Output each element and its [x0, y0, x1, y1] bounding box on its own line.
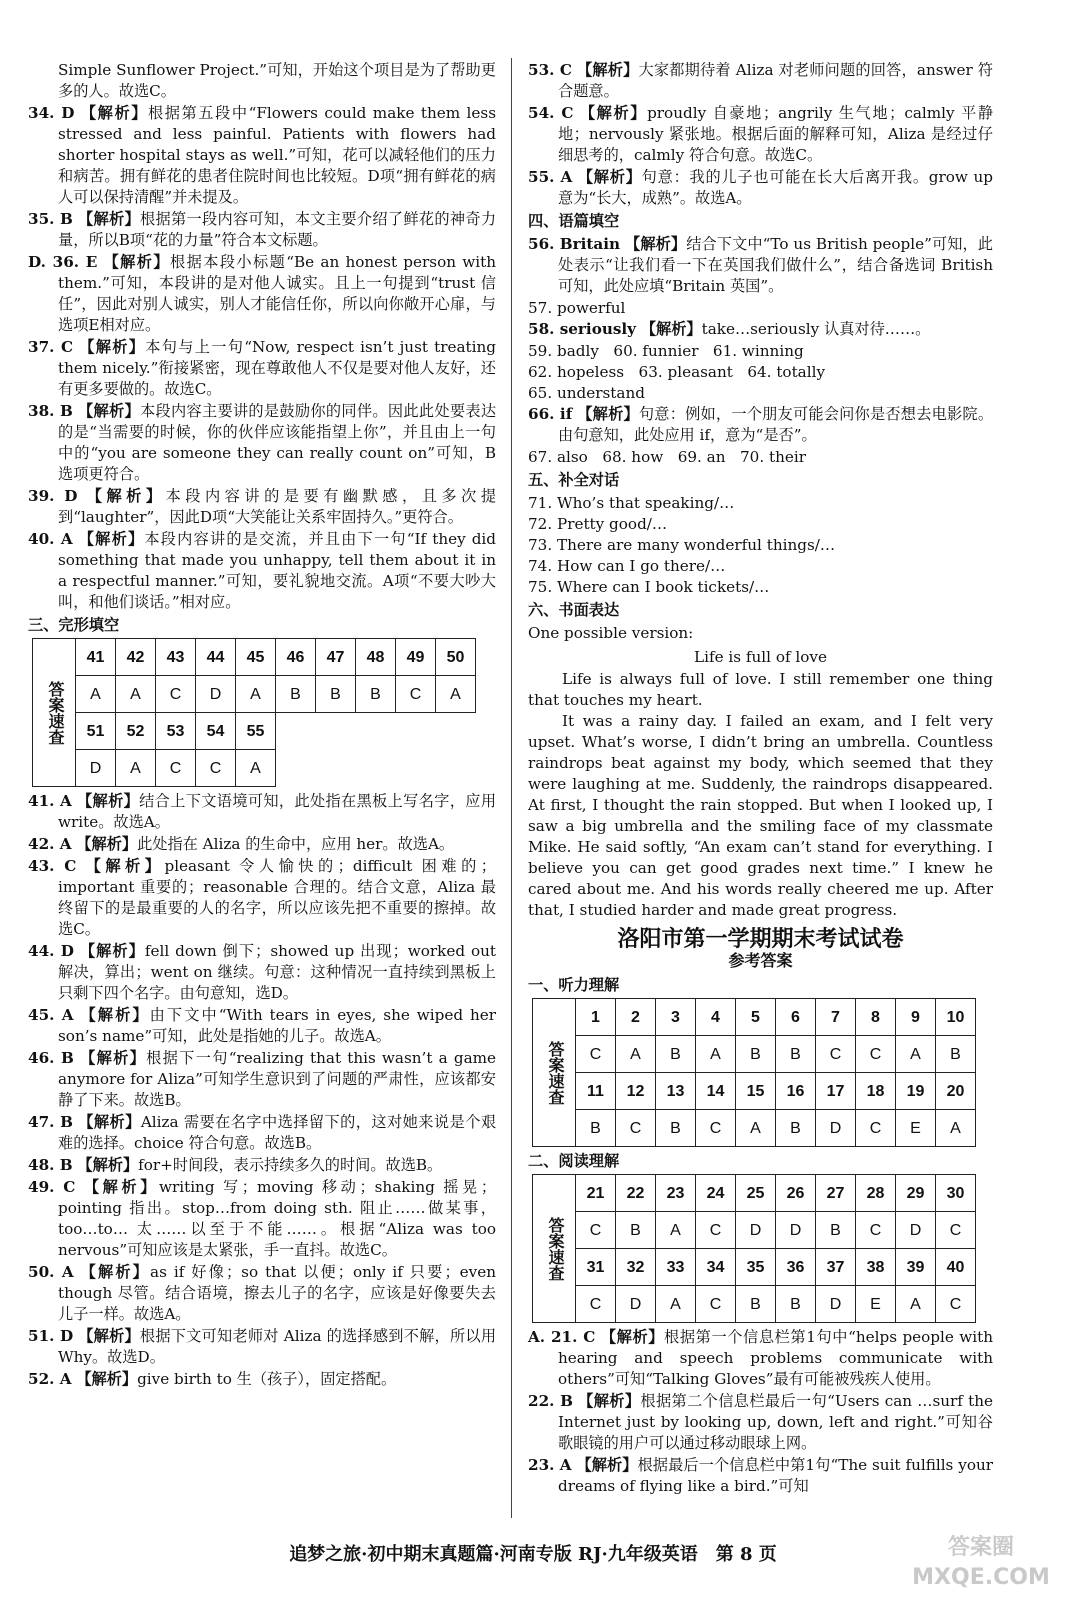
table-cell: 52 — [116, 713, 156, 750]
answer-number: 38. B — [28, 402, 73, 420]
table-cell: C — [396, 676, 436, 713]
answer-59-61: 59. badly 60. funnier 61. winning — [528, 342, 804, 360]
section-heading-passage-fill: 四、语篇填空 — [528, 212, 620, 230]
answer-50 — [28, 1262, 496, 1325]
table-cell: B — [616, 1212, 656, 1249]
answer-number: D. 36. E — [28, 253, 98, 271]
table-label: 答案速查 — [33, 639, 76, 787]
analysis-tag: 【解析】 — [77, 792, 140, 810]
table-cell: C — [936, 1286, 976, 1323]
table-cell: C — [576, 1286, 616, 1323]
analysis-text: for+时间段，表示持续多久的时间。故选B。 — [138, 1156, 443, 1174]
table-cell: D — [76, 750, 116, 787]
analysis-text: 根据第五段中“Flowers could make them less stressed and less painful. Patients with flowers had shorter hospital stays as well.”可知，花可以减轻他们的压力和病苦。拥有鲜花的患者住院时间也比较短。D项“拥有鲜花的病人可以保持清醒”并未提及。 — [58, 104, 496, 206]
table-cell: A — [116, 676, 156, 713]
analysis-tag: 【解析】 — [103, 253, 170, 271]
answer-43 — [28, 856, 496, 940]
answer-number: 41. A — [28, 792, 72, 810]
table-cell: E — [896, 1110, 936, 1147]
table-cell: D — [816, 1286, 856, 1323]
answer-number: 55. A — [528, 168, 573, 186]
essay-intro: One possible version: — [528, 624, 694, 642]
left-column — [28, 60, 496, 1391]
answer-table-cloze — [32, 638, 476, 787]
table-cell: 43 — [156, 639, 196, 676]
table-cell: D — [896, 1212, 936, 1249]
analysis-tag: 【解析】 — [76, 1370, 138, 1388]
analysis-text: Aliza 需要在名字中选择留下的，这对她来说是个艰难的选择。choice 符合句意。故选B。 — [58, 1113, 497, 1152]
table-cell: 35 — [736, 1249, 776, 1286]
table-cell: A — [696, 1036, 736, 1073]
table-cell: 23 — [656, 1175, 696, 1212]
table-cell: 32 — [616, 1249, 656, 1286]
answer-53 — [528, 60, 993, 102]
answer-number: A. 21. C — [528, 1328, 596, 1346]
table-cell: 55 — [236, 713, 276, 750]
answer-number: 39. D — [28, 487, 78, 505]
answer-a22 — [528, 1391, 993, 1454]
table-cell: 50 — [436, 639, 476, 676]
table-cell: B — [656, 1110, 696, 1147]
table-cell: 53 — [156, 713, 196, 750]
analysis-tag: 【解析】 — [79, 338, 146, 356]
table-label: 答案速查 — [533, 1175, 576, 1323]
answer-44 — [28, 941, 496, 1004]
answer-number: 66. if — [528, 405, 573, 423]
answer-number: 50. A — [28, 1263, 74, 1281]
analysis-text: proudly 自豪地；angrily 生气地；calmly 平静地；nervously 紧张地。根据后面的解释可知，Aliza 是经过仔细思考的，calmly 符合句意。故选C。 — [558, 104, 994, 164]
answer-62-64: 62. hopeless 63. pleasant 64. totally — [528, 363, 826, 381]
table-cell: 45 — [236, 639, 276, 676]
analysis-tag: 【解析】 — [80, 1006, 150, 1024]
table-cell: A — [236, 750, 276, 787]
analysis-tag: 【解析】 — [86, 487, 166, 505]
table-cell: C — [856, 1212, 896, 1249]
analysis-text: 根据下一句“realizing that this wasn’t a game anymore for Aliza”可知学生意识到了问题的严肃性，应该都安静了下来。故选B。 — [58, 1049, 497, 1109]
table-cell: 13 — [656, 1073, 696, 1110]
answer-number: 52. A — [28, 1370, 72, 1388]
table-cell: A — [896, 1036, 936, 1073]
analysis-tag: 【解析】 — [76, 835, 138, 853]
analysis-tag: 【解析】 — [85, 857, 165, 875]
table-cell: A — [656, 1212, 696, 1249]
table-cell: 38 — [856, 1249, 896, 1286]
answer-72: 72. Pretty good/… — [528, 515, 668, 533]
table-cell: 2 — [616, 999, 656, 1036]
analysis-tag: 【解析】 — [83, 1178, 159, 1196]
answer-47 — [28, 1112, 496, 1154]
answer-number: 34. D — [28, 104, 75, 122]
analysis-text: 根据下文可知老师对 Aliza 的选择感到不解，所以用 Why。故选D。 — [58, 1327, 497, 1366]
table-cell: A — [236, 676, 276, 713]
table-label: 答案速查 — [533, 999, 576, 1147]
section-heading-writing: 六、书面表达 — [528, 601, 620, 619]
answer-75: 75. Where can I book tickets/… — [528, 578, 770, 596]
watermark-logo — [906, 1524, 1056, 1594]
analysis-text: 本段内容主要讲的是鼓励你的同伴。因此此处要表达的是“当需要的时候，你的伙伴应该能指望上你”，并且由上一句中的“you are someone they can really count on”可知，B选项更符合。 — [58, 402, 497, 483]
table-cell: 48 — [356, 639, 396, 676]
table-cell: 49 — [396, 639, 436, 676]
answer-48 — [28, 1155, 496, 1176]
analysis-text: 本段内容讲的是要有幽默感，且多次提到“laughter”，因此D项“大笑能让关系牢固持久。”更符合。 — [58, 487, 496, 526]
analysis-text: 根据第二个信息栏最后一句“Users can …surf the Internet just by looking up, down, left and right.”可知谷歌眼镜的用户可以通过移动眼球上网。 — [558, 1392, 993, 1452]
table-cell: 41 — [76, 639, 116, 676]
table-cell: B — [936, 1036, 976, 1073]
analysis-text: 本段内容讲的是交流，并且由下一句“If they did something that made you unhappy, tell them about it in a respectful manner.”可知，要礼貌地交流。A项“不要大吵大叫，和他们谈话。”相对应。 — [58, 530, 497, 611]
answer-number: 44. D — [28, 942, 74, 960]
analysis-tag: 【解析】 — [78, 210, 140, 228]
table-cell: 11 — [576, 1073, 616, 1110]
answer-number: 56. Britain — [528, 235, 621, 253]
analysis-text: writing 写；moving 移动；shaking 摇晃；pointing 指出。stop…from doing sth. 阻止……做某事，too…to… 太……以至于不能……。根据“Aliza was too nervous”可知应该是太紧张，手一直抖。故选C。 — [58, 1178, 497, 1259]
table-empty — [276, 750, 476, 787]
answer-36 — [28, 252, 496, 336]
analysis-text: give birth to 生（孩子），固定搭配。 — [137, 1370, 397, 1388]
answer-number: 40. A — [28, 530, 73, 548]
table-cell: A — [76, 676, 116, 713]
section-heading-reading: 二、阅读理解 — [528, 1152, 620, 1170]
table-cell: A — [896, 1286, 936, 1323]
exam-subtitle: 参考答案 — [728, 951, 793, 970]
answer-41 — [28, 791, 496, 833]
answer-number: 42. A — [28, 835, 72, 853]
table-cell: 4 — [696, 999, 736, 1036]
table-cell: 24 — [696, 1175, 736, 1212]
answer-number: 43. C — [28, 857, 77, 875]
essay-title: Life is full of love — [694, 648, 827, 666]
table-cell: C — [856, 1036, 896, 1073]
table-cell: B — [356, 676, 396, 713]
table-cell: 29 — [896, 1175, 936, 1212]
analysis-tag: 【解析】 — [77, 1156, 139, 1174]
table-cell: A — [116, 750, 156, 787]
table-cell: 44 — [196, 639, 236, 676]
table-cell: 40 — [936, 1249, 976, 1286]
table-cell: D — [196, 676, 236, 713]
table-cell: A — [936, 1110, 976, 1147]
table-cell: 46 — [276, 639, 316, 676]
answer-40 — [28, 529, 496, 613]
answer-56 — [528, 234, 993, 297]
answer-66 — [528, 404, 993, 446]
table-cell: 47 — [316, 639, 356, 676]
answer-46 — [28, 1048, 496, 1111]
analysis-text: 句意：例如，一个朋友可能会问你是否想去电影院。由句意知，此处应用 if，意为“是否”。 — [558, 405, 994, 444]
answer-a23 — [528, 1455, 993, 1497]
analysis-tag: 【解析】 — [579, 104, 648, 122]
page-footer: 追梦之旅·初中期末真题篇·河南专版 RJ·九年级英语 第 8 页 — [289, 1544, 777, 1565]
table-cell: 34 — [696, 1249, 736, 1286]
watermark-text: MXQE.COM — [912, 1565, 1050, 1590]
answer-71: 71. Who’s that speaking/… — [528, 494, 735, 512]
table-cell: E — [856, 1286, 896, 1323]
table-cell: A — [656, 1286, 696, 1323]
answer-number: 23. A — [528, 1456, 572, 1474]
answer-55 — [528, 167, 993, 209]
table-cell: C — [156, 676, 196, 713]
column-divider — [511, 58, 512, 1518]
analysis-text: 大家都期待着 Aliza 对老师问题的回答，answer 符合题意。 — [558, 61, 993, 100]
table-cell: C — [576, 1212, 616, 1249]
table-cell: 54 — [196, 713, 236, 750]
analysis-tag: 【解析】 — [640, 320, 702, 338]
table-cell: 39 — [896, 1249, 936, 1286]
table-cell: C — [616, 1110, 656, 1147]
analysis-tag: 【解析】 — [78, 1113, 141, 1131]
table-cell: C — [696, 1212, 736, 1249]
table-cell: B — [276, 676, 316, 713]
analysis-text: pleasant 令人愉快的；difficult 困难的；important 重要的；reasonable 合理的。结合文意，Aliza 最终留下的是最重要的人的名字，所以应该先把不重要的擦掉。故选C。 — [58, 857, 496, 938]
answer-number: 47. B — [28, 1113, 73, 1131]
table-cell: 26 — [776, 1175, 816, 1212]
analysis-text: 根据本段小标题“Be an honest person with them.”可知，本段讲的是对他人诚实。且上一句提到“trust 信任”，因此对别人诚实，别人才能信任你，所以向你敞开心扉，与选项E相对应。 — [58, 253, 496, 334]
answer-37 — [28, 337, 496, 400]
table-cell: C — [816, 1036, 856, 1073]
analysis-tag: 【解析】 — [79, 942, 145, 960]
answer-number: 49. C — [28, 1178, 76, 1196]
answer-39 — [28, 486, 496, 528]
table-cell: D — [776, 1212, 816, 1249]
table-cell: C — [576, 1036, 616, 1073]
table-cell: 36 — [776, 1249, 816, 1286]
answer-57: 57. powerful — [528, 299, 626, 317]
table-cell: B — [316, 676, 356, 713]
analysis-tag: 【解析】 — [577, 168, 642, 186]
table-cell: 19 — [896, 1073, 936, 1110]
analysis-tag: 【解析】 — [80, 104, 148, 122]
table-cell: 1 — [576, 999, 616, 1036]
analysis-tag: 【解析】 — [625, 235, 687, 253]
table-cell: C — [696, 1286, 736, 1323]
answer-table-reading — [532, 1174, 976, 1323]
table-cell: 33 — [656, 1249, 696, 1286]
analysis-text: 句意：我的儿子也可能在长大后离开我。grow up 意为“长大，成熟”。故选A。 — [558, 168, 994, 207]
table-cell: 3 — [656, 999, 696, 1036]
answer-number: 35. B — [28, 210, 73, 228]
table-cell: 27 — [816, 1175, 856, 1212]
table-cell: C — [196, 750, 236, 787]
table-cell: B — [736, 1036, 776, 1073]
table-cell: C — [856, 1110, 896, 1147]
answer-number: 37. C — [28, 338, 74, 356]
table-cell: 17 — [816, 1073, 856, 1110]
table-cell: 5 — [736, 999, 776, 1036]
answer-51 — [28, 1326, 496, 1368]
analysis-tag: 【解析】 — [577, 405, 639, 423]
table-cell: C — [156, 750, 196, 787]
analysis-tag: 【解析】 — [78, 402, 140, 420]
analysis-text: take…seriously 认真对待……。 — [701, 320, 931, 338]
analysis-tag: 【解析】 — [80, 1263, 151, 1281]
table-cell: B — [776, 1110, 816, 1147]
table-cell: 25 — [736, 1175, 776, 1212]
analysis-text: 结合上下文语境可知，此处指在黑板上写名字，应用 write。故选A。 — [58, 792, 497, 831]
table-cell: D — [736, 1212, 776, 1249]
table-cell: B — [576, 1110, 616, 1147]
table-cell: B — [776, 1036, 816, 1073]
analysis-text: 根据第一段内容可知，本文主要介绍了鲜花的神奇力量，所以B项“花的力量”符合本文标题。 — [58, 210, 497, 249]
answer-35 — [28, 209, 496, 251]
answer-number: 22. B — [528, 1392, 573, 1410]
table-cell: 8 — [856, 999, 896, 1036]
essay-paragraph: It was a rainy day. I failed an exam, and I felt very upset. What’s worse, I didn’t bring an umbrella. Countless raindrops beat against my body, which seemed that they were laughing at me. Suddenly, the raindrops disappeared. At first, I thought the rain stopped. But when I looked up, I saw a big umbrella and the smiling face of my classmate Mike. He said softly, “An exam can’t stand for everything. I believe you can get good grades next time.” I knew he cared about me. And his words really cheered me up. After that, I studied harder and made great progress. — [528, 712, 993, 919]
table-cell: C — [936, 1212, 976, 1249]
analysis-text: 此处指在 Aliza 的生命中，应用 her。故选A。 — [137, 835, 455, 853]
answer-67-70: 67. also 68. how 69. an 70. their — [528, 448, 806, 466]
table-cell: C — [696, 1110, 736, 1147]
table-cell: A — [436, 676, 476, 713]
answer-52 — [28, 1369, 496, 1390]
answer-45 — [28, 1005, 496, 1047]
answer-49 — [28, 1177, 496, 1261]
table-cell: 15 — [736, 1073, 776, 1110]
section-heading-listening: 一、听力理解 — [528, 976, 620, 994]
table-empty — [276, 713, 476, 750]
table-cell: 7 — [816, 999, 856, 1036]
answer-number: 53. C — [528, 61, 572, 79]
analysis-tag: 【解析】 — [577, 61, 639, 79]
table-cell: A — [616, 1036, 656, 1073]
analysis-tag: 【解析】 — [80, 1049, 147, 1067]
exam-title: 洛阳市第一学期期末考试试卷 — [617, 927, 904, 952]
table-cell: 30 — [936, 1175, 976, 1212]
table-cell: A — [736, 1110, 776, 1147]
table-cell: B — [776, 1286, 816, 1323]
section-heading-dialogue: 五、补全对话 — [528, 471, 620, 489]
answer-number: 45. A — [28, 1006, 74, 1024]
answer-65: 65. understand — [528, 384, 645, 402]
analysis-tag: 【解析】 — [576, 1456, 638, 1474]
analysis-text: 根据最后一个信息栏中第1句“The suit fulfills your dreams of flying like a bird.”可知 — [558, 1456, 994, 1495]
table-cell: 20 — [936, 1073, 976, 1110]
table-cell: 9 — [896, 999, 936, 1036]
answer-42 — [28, 834, 496, 855]
essay-paragraph: Life is always full of love. I still remember one thing that touches my heart. — [528, 670, 993, 709]
analysis-text: fell down 倒下；showed up 出现；worked out 解决，算出；went on 继续。句意：这种情况一直持续到黑板上只剩下四个名字。由句意知，选D。 — [58, 942, 497, 1002]
table-cell: D — [816, 1110, 856, 1147]
table-cell: B — [736, 1286, 776, 1323]
analysis-tag: 【解析】 — [578, 1392, 641, 1410]
answer-a21 — [528, 1327, 993, 1390]
table-cell: 12 — [616, 1073, 656, 1110]
analysis-text: 本句与上一句“Now, respect isn’t just treating them nicely.”衔接紧密，现在尊敢他人不仅是要对他人友好，还有更多要做的。故选C。 — [58, 338, 496, 398]
analysis-tag: 【解析】 — [600, 1328, 665, 1346]
analysis-tag: 【解析】 — [78, 1327, 140, 1345]
table-cell: D — [616, 1286, 656, 1323]
answer-38 — [28, 401, 496, 485]
right-column — [528, 60, 993, 1498]
table-cell: B — [656, 1036, 696, 1073]
table-cell: B — [816, 1212, 856, 1249]
table-cell: 10 — [936, 999, 976, 1036]
table-cell: 16 — [776, 1073, 816, 1110]
answer-58 — [528, 319, 993, 340]
analysis-text: 根据第一个信息栏第1句中“helps people with hearing and speech problems communicate with others”可知“Talking Gloves”最有可能被残疾人使用。 — [558, 1328, 994, 1388]
watermark-top-text: 答案圈 — [947, 1535, 1015, 1560]
table-cell: 51 — [76, 713, 116, 750]
answer-73: 73. There are many wonderful things/… — [528, 536, 836, 554]
answer-number: 48. B — [28, 1156, 73, 1174]
answer-number: 54. C — [528, 104, 574, 122]
answer-74: 74. How can I go there/… — [528, 557, 726, 575]
answer-number: 51. D — [28, 1327, 74, 1345]
table-cell: 28 — [856, 1175, 896, 1212]
answer-34 — [28, 103, 496, 208]
table-cell: 22 — [616, 1175, 656, 1212]
table-cell: 42 — [116, 639, 156, 676]
answer-number: 46. B — [28, 1049, 74, 1067]
answer-table-listening — [532, 998, 976, 1147]
table-cell: 37 — [816, 1249, 856, 1286]
analysis-text: 结合下文中“To us British people”可知，此处表示“让我们看一下在英国我们做什么”，结合备选词 British 可知，此处应填“Britain 英国”。 — [558, 235, 993, 295]
analysis-text: as if 好像；so that 以便；only if 只要；even though 尽管。结合语境，擦去儿子的名字，应该是好像要失去儿子一样。故选A。 — [58, 1263, 497, 1323]
paragraph-continuation: Simple Sunflower Project.”可知，开始这个项目是为了帮助更多的人。故选C。 — [58, 61, 496, 100]
analysis-tag: 【解析】 — [78, 530, 145, 548]
table-cell: 14 — [696, 1073, 736, 1110]
answer-number: 58. seriously — [528, 320, 637, 338]
answer-54 — [528, 103, 993, 166]
section-heading-cloze: 三、完形填空 — [28, 616, 120, 634]
analysis-text: 由下文中“With tears in eyes, she wiped her son’s name”可知，此处是指她的儿子。故选A。 — [58, 1006, 497, 1045]
table-cell: 31 — [576, 1249, 616, 1286]
table-cell: 21 — [576, 1175, 616, 1212]
table-cell: 6 — [776, 999, 816, 1036]
table-cell: 18 — [856, 1073, 896, 1110]
